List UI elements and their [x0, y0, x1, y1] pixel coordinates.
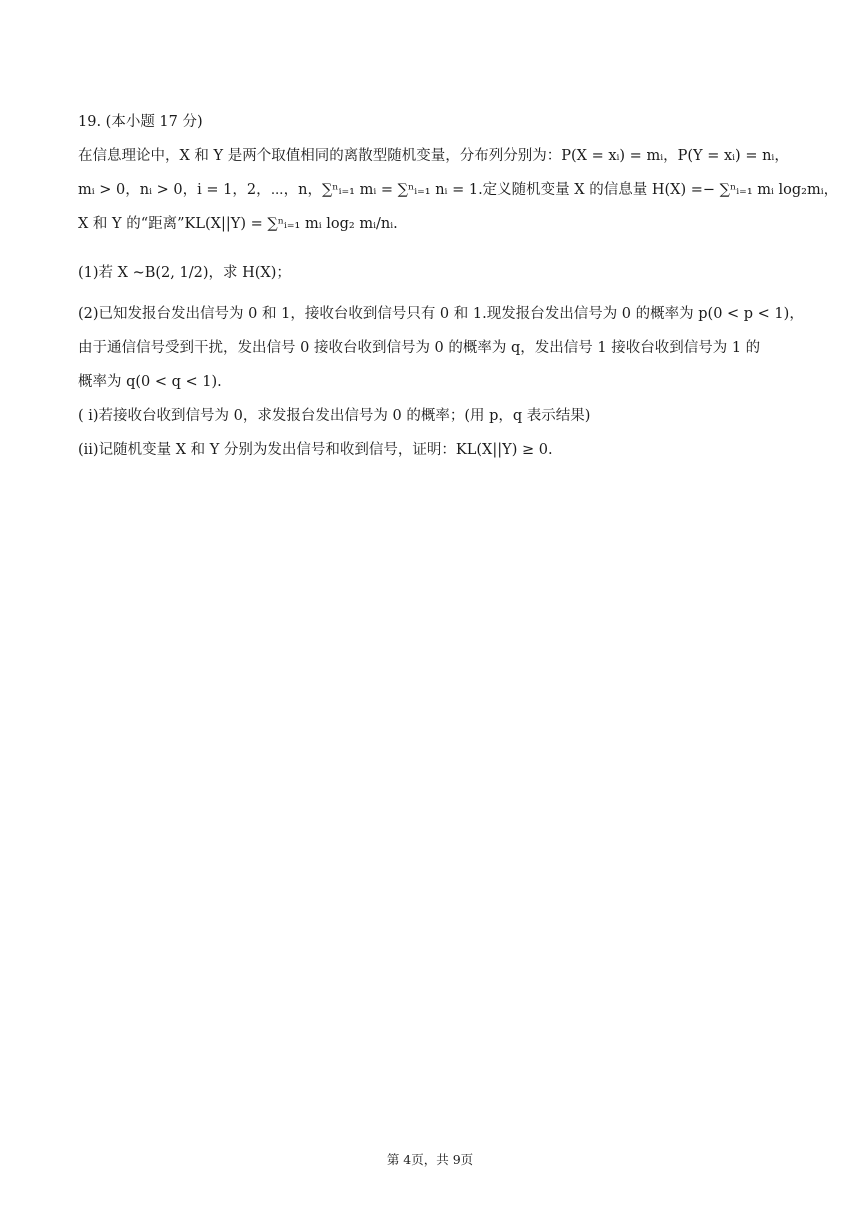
intro-line-2: mᵢ > 0，nᵢ > 0，i = 1，2，⋯，n，∑ⁿᵢ₌₁ mᵢ = ∑ⁿᵢ₌₁ nᵢ = 1.定义随机变量 X 的信息量 H(X) =− ∑ⁿᵢ₌₁ mᵢ log₂mᵢ， — [78, 182, 839, 198]
part-2-line-2: 由于通信信号受到干扰，发出信号 0 接收台收到信号为 0 的概率为 q，发出信号 1 接收台收到信号为 1 的 — [78, 340, 761, 356]
part-2-line-1: (2)已知发报台发出信号为 0 和 1，接收台收到信号只有 0 和 1.现发报台发出信号为 0 的概率为 p(0 < p < 1)， — [78, 306, 804, 322]
part-2-line-3: 概率为 q(0 < q < 1). — [78, 374, 222, 390]
intro-line-1: 在信息理论中，X 和 Y 是两个取值相同的离散型随机变量，分布列分别为：P(X = xᵢ) = mᵢ，P(Y = xᵢ) = nᵢ， — [78, 148, 789, 164]
intro-line-3: X 和 Y 的“距离”KL(X||Y) = ∑ⁿᵢ₌₁ mᵢ log₂ mᵢ/nᵢ. — [78, 216, 398, 232]
sub-question-ii: (ⅱ)记随机变量 X 和 Y 分别为发出信号和收到信号，证明：KL(X||Y) ≥ 0. — [78, 442, 553, 458]
problem-header: 19. (本小题 17 分) — [78, 114, 203, 130]
part-1-question: (1)若 X ~B(2, 1/2)，求 H(X)； — [78, 265, 291, 281]
sub-question-i: ( ⅰ)若接收台收到信号为 0，求发报台发出信号为 0 的概率；(用 p，q 表示结果) — [78, 408, 591, 424]
page-footer: 第 4页，共 9页 — [386, 1152, 474, 1167]
